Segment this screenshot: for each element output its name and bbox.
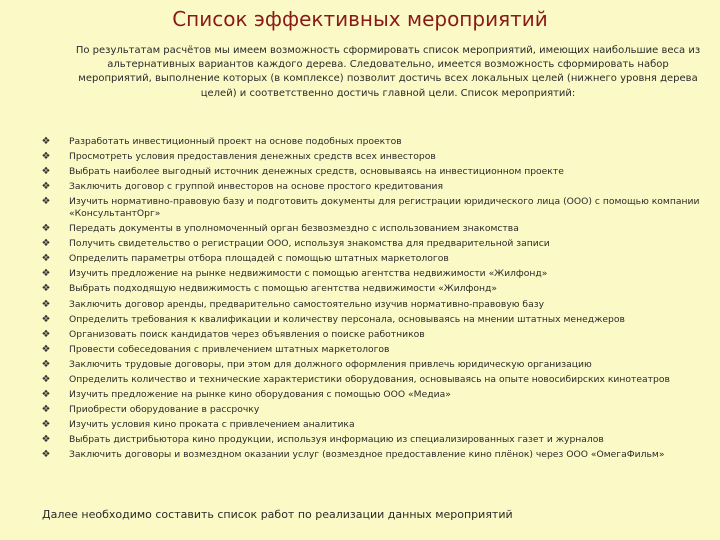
list-item-text: Разработать инвестиционный проект на основе подобных проектов: [69, 136, 402, 147]
list-item: [40, 181, 710, 193]
diamond-flower-bullet-icon: ❖: [41, 328, 51, 340]
list-item-text: Заключить договоры и возмездном оказании услуг (возмездное предоставление кино плёнок) через ООО «ОмегаФильм»: [69, 449, 665, 461]
list-item: [40, 344, 710, 356]
list-item: [40, 196, 710, 219]
diamond-flower-bullet-icon: ❖: [41, 238, 51, 250]
diamond-flower-bullet-icon: ❖: [41, 268, 51, 280]
footer-text: Далее необходимо составить список работ по реализации данных мероприятий: [42, 508, 513, 521]
list-item: [40, 238, 710, 250]
diamond-flower-bullet-icon: ❖: [41, 419, 51, 431]
diamond-flower-bullet-icon: ❖: [41, 343, 51, 355]
list-item: [40, 449, 710, 461]
diamond-flower-bullet-icon: ❖: [41, 283, 51, 295]
list-item-text: Провести собеседования с привлечением штатных маркетологов: [69, 343, 390, 355]
diamond-flower-bullet-icon: ❖: [41, 374, 51, 385]
diamond-flower-bullet-icon: ❖: [41, 313, 51, 325]
list-item-text: Получить свидетельство о регистрации ООО, используя знакомства для предварительной записи: [69, 238, 550, 250]
diamond-flower-bullet-icon: ❖: [41, 151, 51, 163]
list-item: [40, 223, 710, 235]
diamond-flower-bullet-icon: ❖: [41, 196, 51, 208]
list-item: [40, 283, 710, 295]
list-item: [40, 136, 710, 148]
list-item: [40, 166, 710, 178]
list-item: [40, 389, 710, 401]
list-item-text: Определить требования к квалификации и количеству персонала, основываясь на мнении штатных менеджеров: [69, 313, 625, 325]
list-item-text: Заключить трудовые договоры, при этом для должного оформления привлечь юридическую организацию: [69, 358, 592, 370]
diamond-flower-bullet-icon: ❖: [41, 181, 51, 193]
list-item: [40, 434, 710, 446]
diamond-flower-bullet-icon: ❖: [41, 253, 51, 265]
diamond-flower-bullet-icon: ❖: [41, 404, 51, 416]
list-item-text: Определить параметры отбора площадей с помощью штатных маркетологов: [69, 253, 449, 265]
list-item: [40, 314, 710, 326]
list-item: [40, 299, 710, 311]
list-item-text: Изучить нормативно-правовую базу и подготовить документы для регистрации юридического лица (ООО) с помощью компании «КонсультантОрг»: [69, 196, 700, 219]
list-item: [40, 374, 710, 386]
diamond-flower-bullet-icon: ❖: [41, 298, 51, 310]
diamond-flower-bullet-icon: ❖: [41, 434, 51, 446]
list-item: [40, 359, 710, 371]
list-item-text: Выбрать наиболее выгодный источник денежных средств, основываясь на инвестиционном проекте: [69, 166, 564, 178]
page-title: Список эффективных мероприятий: [172, 7, 548, 31]
list-item: [40, 253, 710, 265]
list-item-text: Выбрать подходящую недвижимость с помощью агентства недвижимости «Жилфонд»: [69, 283, 497, 295]
list-item-text: Заключить договор аренды, предварительно самостоятельно изучив нормативно-правовую базу: [69, 298, 545, 310]
list-item-text: Просмотреть условия предоставления денежных средств всех инвесторов: [69, 151, 436, 163]
list-item-text: Передать документы в уполномоченный орган безвозмездно с использованием знакомства: [69, 223, 519, 235]
events-list: [40, 136, 710, 465]
list-item: [40, 151, 710, 163]
list-item-text: Изучить условия кино проката с привлечением аналитика: [69, 419, 355, 431]
list-item: [40, 419, 710, 431]
list-item-text: Заключить договор с группой инвесторов на основе простого кредитования: [69, 181, 444, 193]
list-item-text: Организовать поиск кандидатов через объявления о поиске работников: [69, 328, 425, 340]
intro-paragraph: По результатам расчётов мы имеем возможность сформировать список мероприятий, имеющих наибольшие веса из альтернативных вариантов каждого дерева. Следовательно, имеется возможность сформировать набор мероприятий, выполнение которых (в комплексе) позволит достичь всех локальных целей (нижнего уровня дерева целей) и соответственно достичь главной цели. Список мероприятий:: [75, 45, 701, 99]
list-item-text: Изучить предложение на рынке недвижимости с помощью агентства недвижимости «Жилфонд»: [69, 268, 548, 280]
diamond-flower-bullet-icon: ❖: [41, 389, 51, 401]
list-item-text: Приобрести оборудование в рассрочку: [69, 404, 260, 416]
diamond-flower-bullet-icon: ❖: [41, 358, 51, 370]
list-item: [40, 268, 710, 280]
list-item-text: Выбрать дистрибьютора кино продукции, используя информацию из специализированных газет и журналов: [69, 434, 604, 446]
list-item-text: Определить количество и технические характеристики оборудования, основываясь на опыте новосибирских кинотеатров: [69, 374, 670, 385]
list-item: [40, 404, 710, 416]
list-item: [40, 329, 710, 341]
list-item-text: Изучить предложение на рынке кино оборудования с помощью ООО «Медиа»: [69, 389, 451, 401]
diamond-flower-bullet-icon: ❖: [41, 136, 51, 147]
diamond-flower-bullet-icon: ❖: [41, 223, 51, 235]
diamond-flower-bullet-icon: ❖: [41, 449, 51, 461]
diamond-flower-bullet-icon: ❖: [41, 166, 51, 178]
